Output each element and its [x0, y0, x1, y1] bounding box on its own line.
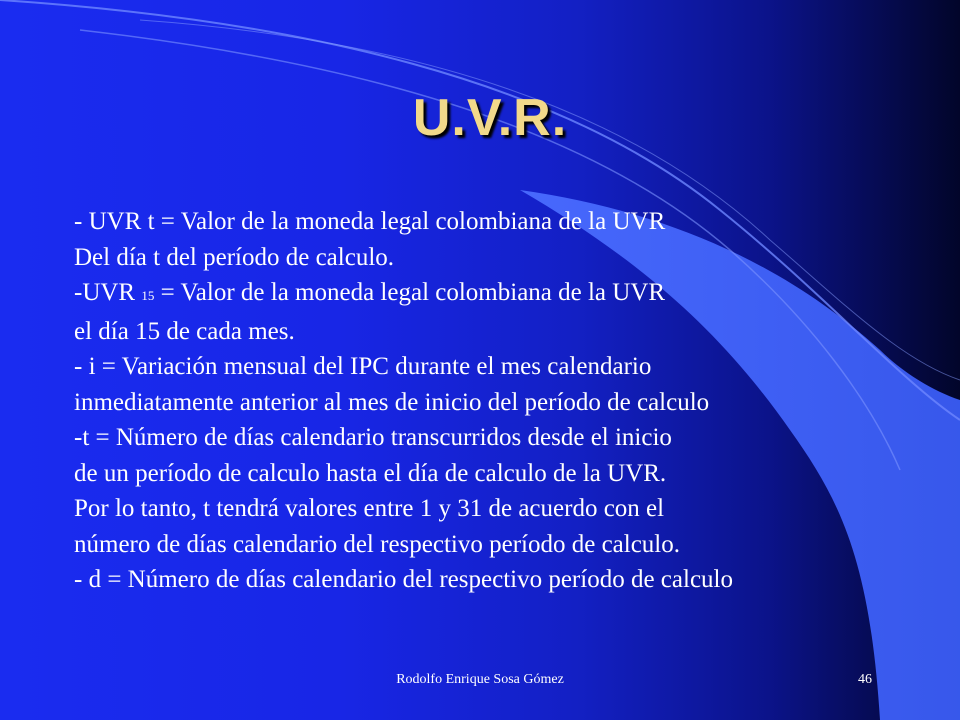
slide-title: U.V.R. — [412, 89, 568, 147]
footer-author: Rodolfo Enrique Sosa Gómez — [396, 672, 564, 687]
slide-body — [74, 204, 934, 598]
body-line-1: - UVR t = Valor de la moneda legal colombiana de la UVR — [74, 208, 666, 235]
body-line-10: número de días calendario del respectivo período de calculo. — [74, 530, 681, 558]
body-line-3-rest: = Valor de la moneda legal colombiana de la UVR — [154, 279, 666, 306]
body-line-2: Del día t del período de calculo. — [74, 243, 395, 271]
body-line-5: - i = Variación mensual del IPC durante el mes calendario — [74, 353, 652, 380]
body-line-3-prefix: -UVR — [74, 279, 142, 306]
body-line-9: Por lo tanto, t tendrá valores entre 1 y 31 de acuerdo con el — [74, 495, 665, 522]
body-line-6: inmediatamente anterior al mes de inicio del período de calculo — [74, 388, 710, 416]
footer-page-number: 46 — [858, 672, 872, 687]
body-line-3 — [74, 275, 934, 314]
body-line-8: de un período de calculo hasta el día de calculo de la UVR. — [74, 459, 667, 487]
body-line-11: - d = Número de días calendario del respectivo período de calculo — [74, 566, 733, 593]
body-line-7: -t = Número de días calendario transcurridos desde el inicio — [74, 424, 672, 451]
body-line-3-subscript: 15 — [141, 288, 155, 303]
body-line-4: el día 15 de cada mes. — [74, 317, 295, 345]
